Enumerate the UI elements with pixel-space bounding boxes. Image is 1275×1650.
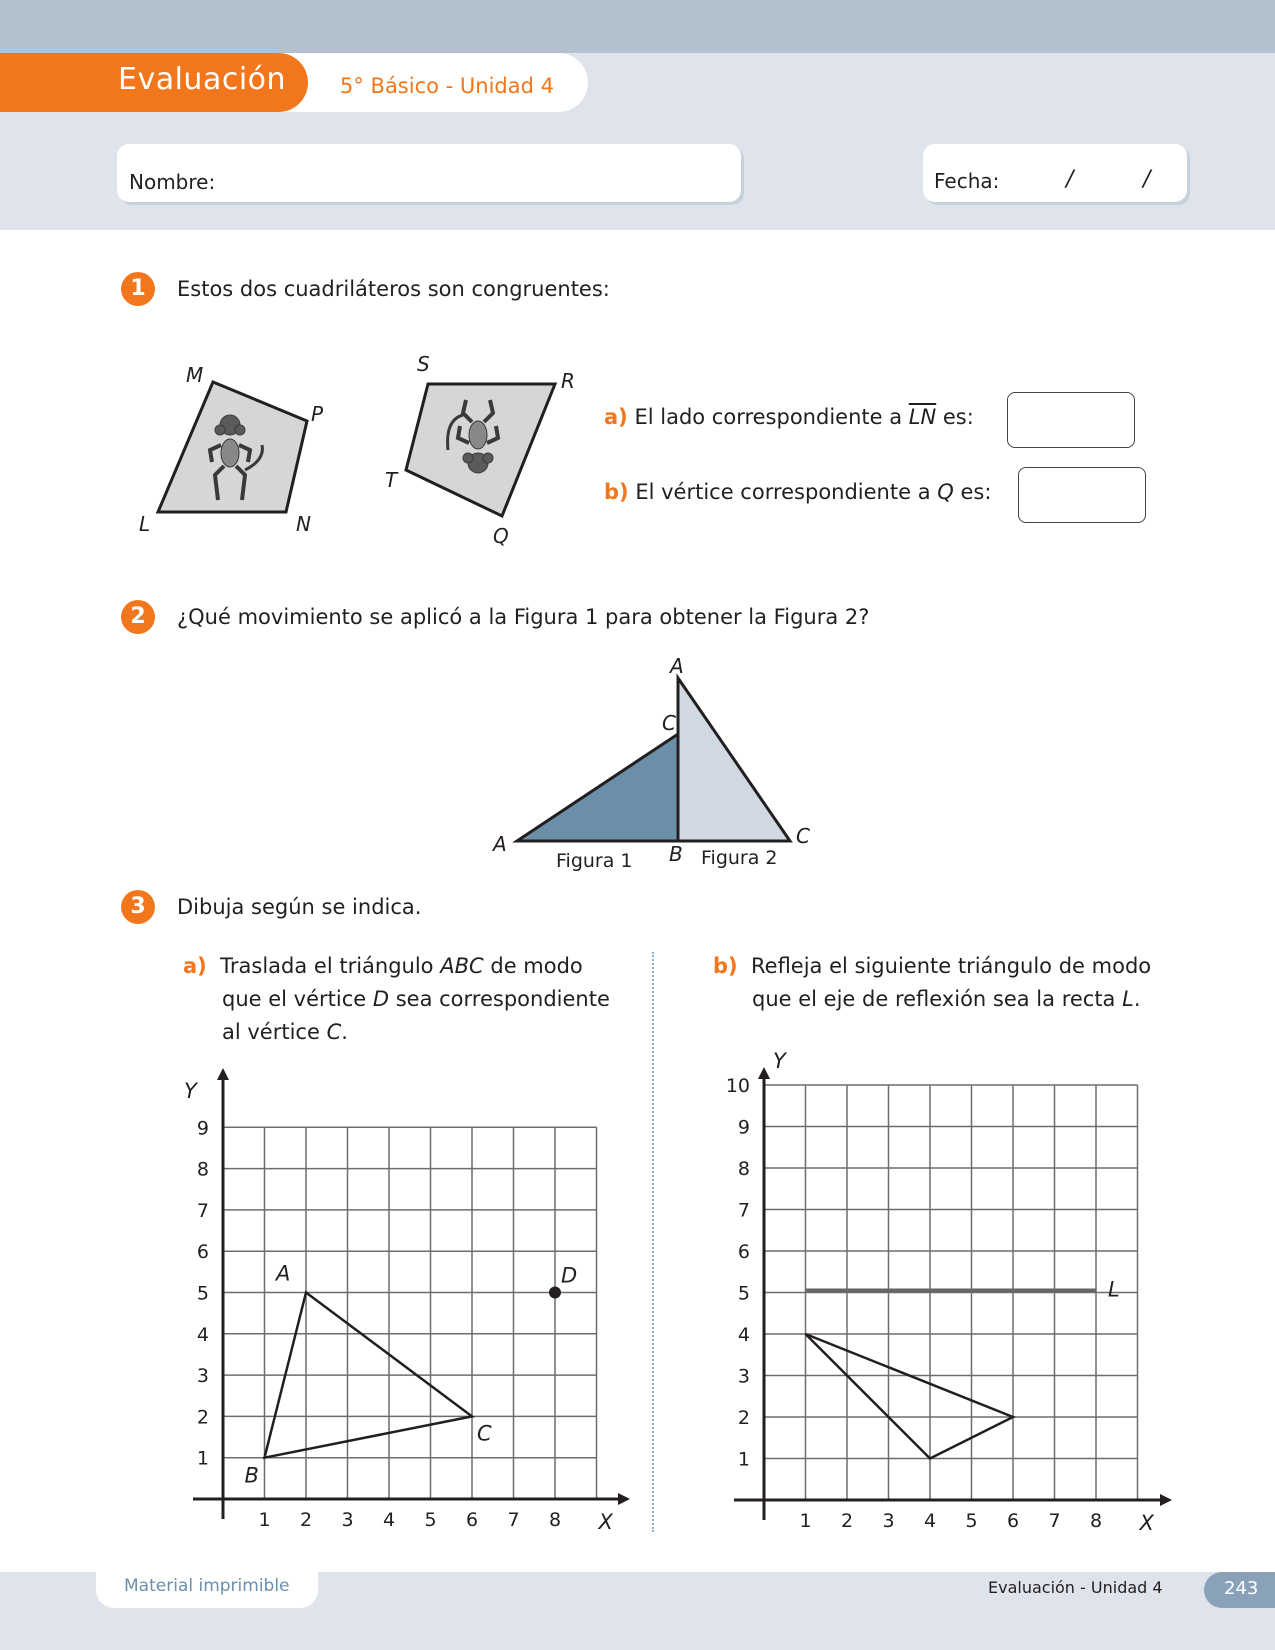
x-tick-label: 1 (799, 1510, 812, 1532)
x-axis-label: X (1139, 1511, 1154, 1535)
y-tick-label: 2 (737, 1407, 750, 1429)
y-tick-label: 1 (196, 1447, 209, 1470)
y-tick-label: 8 (196, 1158, 209, 1181)
y-tick-label: 10 (725, 1075, 750, 1097)
label-A-top: A (670, 654, 684, 678)
x-tick-label: 1 (258, 1509, 271, 1531)
question-3-text: Dibuja según se indica. (177, 895, 422, 919)
vertex-label-S: S (417, 352, 430, 376)
label-A-left: A (493, 832, 507, 856)
option-marker: b) (604, 480, 629, 504)
y-axis-arrow (758, 1067, 770, 1079)
text: que el eje de reflexión sea la recta (752, 987, 1116, 1011)
footer-material-label: Material imprimible (124, 1576, 290, 1596)
y-tick-label: 8 (737, 1158, 750, 1180)
y-axis-label: Y (773, 1049, 786, 1073)
question-1a-suffix: es: (942, 405, 974, 429)
text: de modo (490, 954, 583, 978)
x-tick-label: 7 (507, 1509, 520, 1531)
text: sea correspondiente (395, 987, 610, 1011)
x-tick-label: 2 (299, 1509, 313, 1531)
y-tick-label: 6 (737, 1241, 750, 1263)
y-tick-label: 4 (196, 1323, 209, 1346)
text: C (326, 1020, 342, 1044)
question-1a-text: El lado correspondiente a (634, 405, 903, 429)
text: que el vértice (222, 987, 367, 1011)
x-tick-label: 7 (1048, 1510, 1061, 1532)
option-marker: a) (183, 954, 207, 978)
y-tick-label: 9 (737, 1116, 750, 1139)
name-label: Nombre: (129, 170, 216, 194)
y-tick-label: 3 (196, 1365, 209, 1388)
vertex-label-C: C (477, 1421, 492, 1446)
x-tick-label: 6 (465, 1509, 479, 1531)
label-C-right: C (796, 824, 810, 848)
line-label-L: L (1108, 1277, 1120, 1302)
vertex-label-A: A (276, 1261, 291, 1286)
y-tick-label: 6 (196, 1241, 209, 1264)
text: . (1133, 987, 1141, 1011)
date-separator-2: / (1143, 167, 1151, 192)
y-tick-label: 1 (737, 1448, 750, 1471)
vertex-label-T: T (385, 468, 398, 492)
vertex-label-P: P (311, 402, 324, 426)
y-axis-label: Y (184, 1079, 197, 1103)
page-subtitle: 5° Básico - Unidad 4 (340, 74, 554, 98)
question-1b-text: El vértice correspondiente a (635, 480, 931, 504)
x-tick-label: 8 (548, 1509, 562, 1531)
text: . (341, 1020, 348, 1044)
option-marker: b) (713, 954, 738, 978)
x-tick-label: 3 (341, 1509, 354, 1531)
x-tick-label: 6 (1006, 1510, 1020, 1532)
question-1-text: Estos dos cuadriláteros son congruentes: (177, 277, 610, 301)
segment-LN: $\overline{LN}$ (908, 405, 937, 429)
y-tick-label: 2 (196, 1406, 209, 1429)
y-tick-label: 7 (196, 1199, 209, 1222)
x-tick-label: 3 (882, 1510, 895, 1532)
text: L (1122, 987, 1134, 1011)
date-label: Fecha: (934, 169, 1000, 193)
x-tick-label: 5 (965, 1510, 978, 1532)
figura-2-label: Figura 2 (701, 847, 778, 869)
option-marker: a) (604, 405, 628, 429)
vertex-Q: Q (937, 480, 954, 504)
text: D (372, 987, 390, 1011)
y-tick-label: 7 (737, 1199, 750, 1222)
text: Refleja el siguiente triángulo de modo (751, 954, 1152, 978)
y-tick-label: 5 (737, 1282, 750, 1305)
vertex-label-B: B (244, 1463, 259, 1488)
question-1-badge: 1 (121, 272, 155, 306)
page-number: 243 (1224, 1578, 1259, 1599)
x-axis-arrow (1160, 1494, 1172, 1506)
page-title: Evaluación (118, 62, 287, 97)
x-tick-label: 5 (424, 1509, 437, 1531)
question-3-badge: 3 (121, 890, 155, 924)
text: al vértice (222, 1020, 320, 1044)
x-tick-label: 4 (382, 1509, 396, 1531)
x-tick-label: 4 (923, 1510, 937, 1532)
date-separator-1: / (1066, 167, 1074, 192)
y-tick-label: 5 (196, 1282, 209, 1305)
y-tick-label: 4 (737, 1324, 750, 1346)
x-axis-label: X (598, 1510, 613, 1534)
y-tick-label: 3 (737, 1365, 750, 1388)
vertex-label-M: M (186, 363, 204, 387)
y-tick-label: 9 (196, 1117, 209, 1140)
vertex-label-L: L (139, 512, 151, 536)
vertex-label-N: N (296, 512, 311, 536)
x-tick-label: 8 (1089, 1510, 1103, 1532)
x-tick-label: 2 (840, 1510, 854, 1532)
vertex-label-Q: Q (493, 524, 509, 548)
label-C-mid: C (662, 711, 676, 735)
text: Traslada el triángulo (220, 954, 434, 978)
question-2-text: ¿Qué movimiento se aplicó a la Figura 1 para obtener la Figura 2? (177, 605, 870, 629)
triangle-shape (806, 1334, 1014, 1459)
footer-section-label: Evaluación - Unidad 4 (988, 1578, 1163, 1597)
figura-1-label: Figura 1 (556, 850, 633, 872)
point-label-D: D (561, 1263, 578, 1288)
text: ABC (440, 954, 484, 978)
question-2-badge: 2 (121, 600, 155, 634)
label-B: B (669, 842, 683, 866)
question-1b-suffix: es: (960, 480, 992, 504)
vertex-label-R: R (561, 369, 575, 393)
